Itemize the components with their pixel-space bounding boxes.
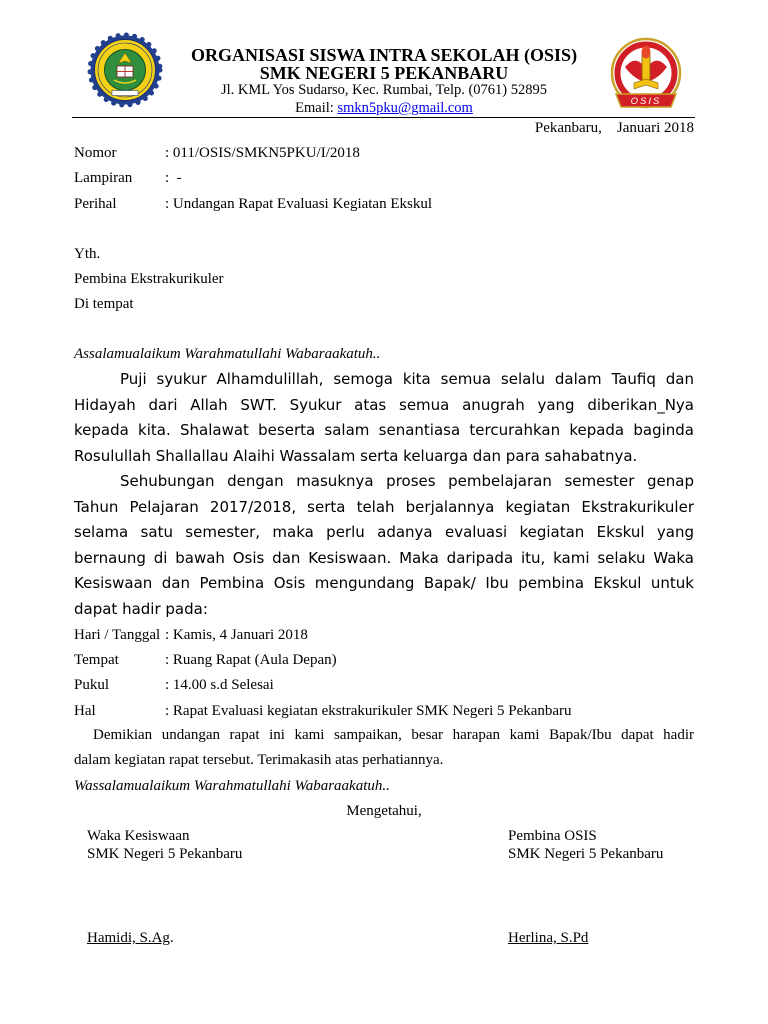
body-line: Rosulullah Shallallau Alaihi Wassalam serta keluarga dan para sahabatnya. xyxy=(74,446,638,465)
detail-value-place: : Ruang Rapat (Aula Depan) xyxy=(165,652,337,668)
meta-value-attachment: : - xyxy=(165,170,182,186)
meta-label-number: Nomor xyxy=(74,145,117,161)
greeting: Assalamualaikum Warahmatullahi Wabaraakatuh.. xyxy=(74,346,381,362)
signatory-institution: SMK Negeri 5 Pekanbaru xyxy=(508,846,664,862)
body-line: kepada kita. Shalawat beserta salam senantiasa tercurahkan kepada baginda xyxy=(74,421,694,439)
body-line: selama satu semester, maka perlu adanya evaluasi kegiatan Ekskul yang xyxy=(74,523,694,541)
body-line: bernaung di bawah Osis dan Kesiswaan. Maka daripada itu, kami selaku Waka xyxy=(74,548,694,567)
signatory-right-name-line xyxy=(508,929,588,947)
closing-line: dalam kegiatan rapat tersebut. Terimakasih atas perhatiannya. xyxy=(74,752,444,768)
letter-date: Pekanbaru, Januari 2018 xyxy=(534,120,694,136)
signatory-institution: SMK Negeri 5 Pekanbaru xyxy=(87,846,243,862)
organization-name: ORGANISASI SISWA INTRA SEKOLAH (OSIS) xyxy=(190,45,578,65)
detail-label-time: Pukul xyxy=(74,677,110,693)
signatory-name-suffix: . xyxy=(169,930,174,946)
detail-value-agenda: : Rapat Evaluasi kegiatan ekstrakurikuler SMK Negeri 5 Pekanbaru xyxy=(165,703,572,719)
signatory-position: Pembina OSIS xyxy=(508,828,597,844)
school-email-line xyxy=(0,99,768,117)
body-line: Kesiswaan dan Pembina Osis mengundang Bapak/ Ibu pembina Ekskul untuk xyxy=(74,574,694,592)
detail-label-place: Tempat xyxy=(74,652,119,668)
email-link[interactable]: smkn5pku@gmail.com xyxy=(337,100,473,116)
signatory-position: Waka Kesiswaan xyxy=(87,828,190,844)
body-line: dapat hadir pada: xyxy=(74,599,208,618)
signatory-right xyxy=(508,827,663,863)
acknowledged-label: Mengetahui, xyxy=(346,803,422,819)
meta-value-subject: : Undangan Rapat Evaluasi Kegiatan Ekskul xyxy=(165,196,433,212)
closing-paragraph xyxy=(74,723,694,773)
email-label: Email: xyxy=(295,100,338,116)
closing-line: Demikian undangan rapat ini kami sampaikan, besar harapan kami Bapak/Ibu dapat hadir xyxy=(93,727,694,743)
recipient-name: Pembina Ekstrakurikuler xyxy=(74,271,224,287)
farewell: Wassalamualaikum Warahmatullahi Wabaraakatuh.. xyxy=(74,778,390,794)
detail-value-time: : 14.00 s.d Selesai xyxy=(165,677,274,693)
body-line: Puji syukur Alhamdulillah, semoga kita semua selalu dalam Taufiq dan xyxy=(120,370,694,388)
letterhead-divider xyxy=(72,117,695,118)
letter-body xyxy=(74,367,694,622)
meta-value-number: : 011/OSIS/SMKN5PKU/I/2018 xyxy=(165,145,360,161)
signatory-name: Herlina, S.Pd xyxy=(508,930,589,946)
detail-label-date: Hari / Tanggal xyxy=(74,627,161,643)
meta-label-attachment: Lampiran xyxy=(74,170,133,186)
detail-value-date: : Kamis, 4 Januari 2018 xyxy=(165,627,308,643)
detail-label-agenda: Hal xyxy=(74,703,96,719)
signatory-name: Hamidi, S.Ag xyxy=(87,930,170,946)
school-name: SMK NEGERI 5 PEKANBARU xyxy=(259,63,509,83)
body-line: Tahun Pelajaran 2017/2018, serta telah berjalannya kegiatan Ekstrakurikuler xyxy=(74,497,694,516)
recipient-location: Di tempat xyxy=(74,296,134,312)
recipient-salutation: Yth. xyxy=(74,246,101,262)
osis-emblem-text: OSIS xyxy=(630,96,662,107)
body-line: Sehubungan dengan masuknya proses pembelajaran semester genap xyxy=(120,472,694,490)
school-address: Jl. KML Yos Sudarso, Kec. Rumbai, Telp. (0761) 52895 xyxy=(220,82,548,98)
signatory-left xyxy=(87,827,242,863)
body-line: Hidayah dari Allah SWT. Syukur atas semua anugrah yang diberikan_Nya xyxy=(74,395,694,414)
meta-label-subject: Perihal xyxy=(74,196,117,212)
signatory-left-name-line xyxy=(87,929,174,947)
